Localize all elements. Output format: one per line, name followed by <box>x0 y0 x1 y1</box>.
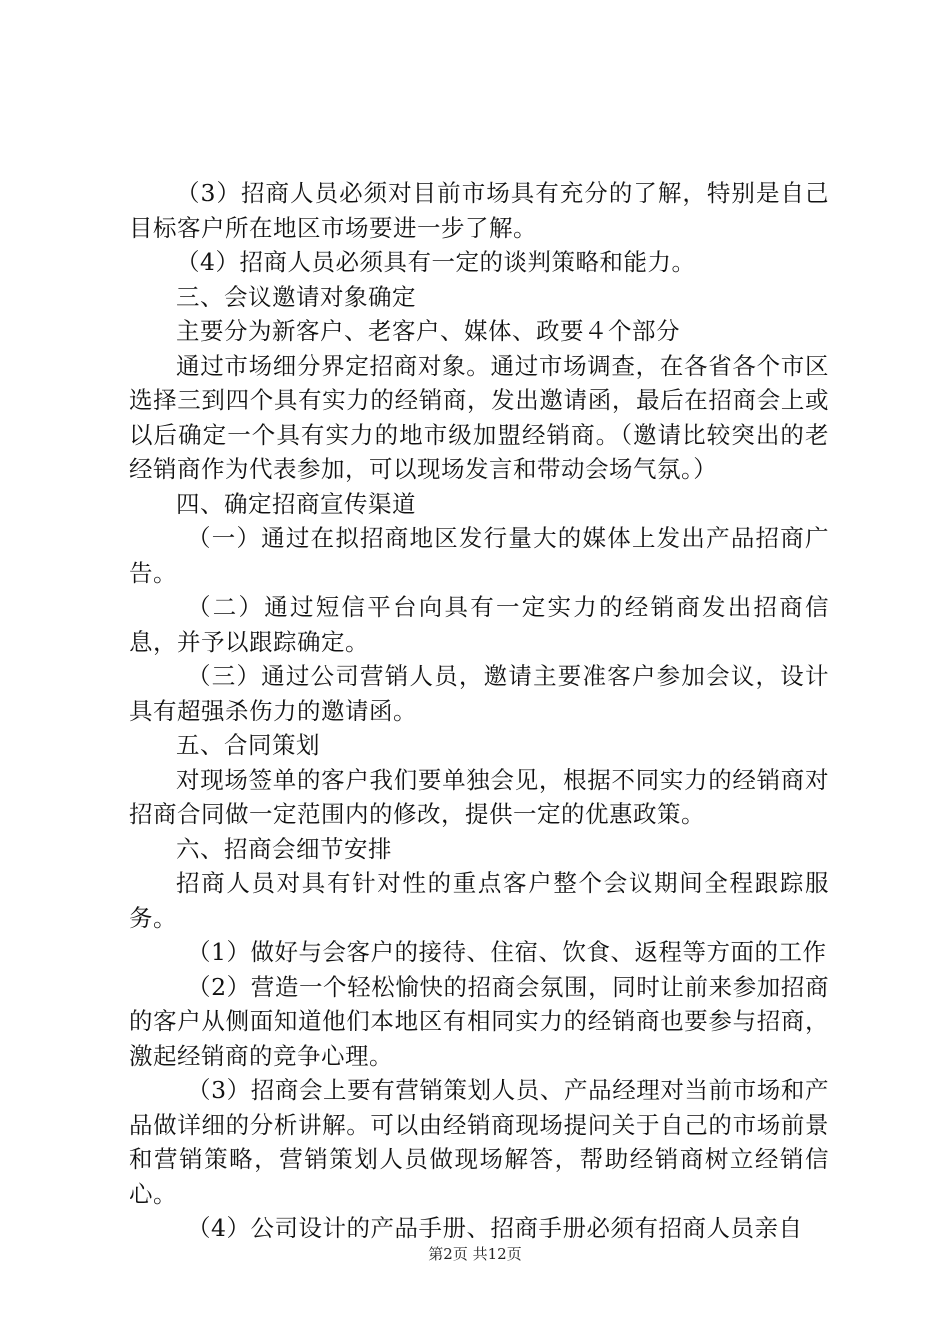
page-footer: 第2页 共12页 <box>428 1245 522 1263</box>
paragraph-channel-media: （一）通过在拟招商地区发行量大的媒体上发出产品招商广告。 <box>129 524 829 587</box>
paragraph-manuals: （4）公司设计的产品手册、招商手册必须有招商人员亲自 <box>187 1214 803 1242</box>
section-heading-contract: 五、合同策划 <box>176 731 320 759</box>
paragraph-recruiter-market-knowledge: （3）招商人员必须对目前市场具有充分的了解，特别是自己目标客户所在地区市场要进一步了解。 <box>129 179 829 242</box>
paragraph-recruiter-negotiation: （4）招商人员必须具有一定的谈判策略和能力。 <box>176 248 696 276</box>
paragraph-atmosphere: （2）营造一个轻松愉快的招商会氛围，同时让前来参加招商的客户从侧面知道他们本地区有相同实力的经销商也要参与招商，激起经销商的竞争心理。 <box>129 972 829 1070</box>
paragraph-channel-sms: （二）通过短信平台向具有一定实力的经销商发出招商信息，并予以跟踪确定。 <box>129 593 829 656</box>
section-heading-channels: 四、确定招商宣传渠道 <box>176 489 416 518</box>
section-heading-invitees: 三、会议邀请对象确定 <box>176 282 416 311</box>
section-heading-meeting-details: 六、招商会细节安排 <box>176 834 392 863</box>
paragraph-contract-details: 对现场签单的客户我们要单独会见，根据不同实力的经销商对招商合同做一定范围内的修改，提供一定的优惠政策。 <box>129 765 829 828</box>
paragraph-product-briefing: （3）招商会上要有营销策划人员、产品经理对当前市场和产品做详细的分析讲解。可以由经销商现场提问关于自己的市场前景和营销策略，营销策划人员做现场解答，帮助经销商树立经销信心。 <box>129 1076 829 1208</box>
paragraph-full-tracking: 招商人员对具有针对性的重点客户整个会议期间全程跟踪服务。 <box>129 869 829 932</box>
paragraph-invitee-groups: 主要分为新客户、老客户、媒体、政要４个部分 <box>176 317 680 345</box>
paragraph-market-segmentation: 通过市场细分界定招商对象。通过市场调查，在各省各个市区选择三到四个具有实力的经销商，发出邀请函，最后在招商会上或以后确定一个具有实力的地市级加盟经销商。（邀请比较突出的老经销商作为代表参加，可以现场发言和带动会场气氛。） <box>129 351 829 483</box>
paragraph-reception: （1）做好与会客户的接待、住宿、饮食、返程等方面的工作 <box>187 938 827 966</box>
paragraph-channel-sales-staff: （三）通过公司营销人员，邀请主要准客户参加会议，设计具有超强杀伤力的邀请函。 <box>129 662 829 725</box>
document-body <box>129 176 829 1246</box>
